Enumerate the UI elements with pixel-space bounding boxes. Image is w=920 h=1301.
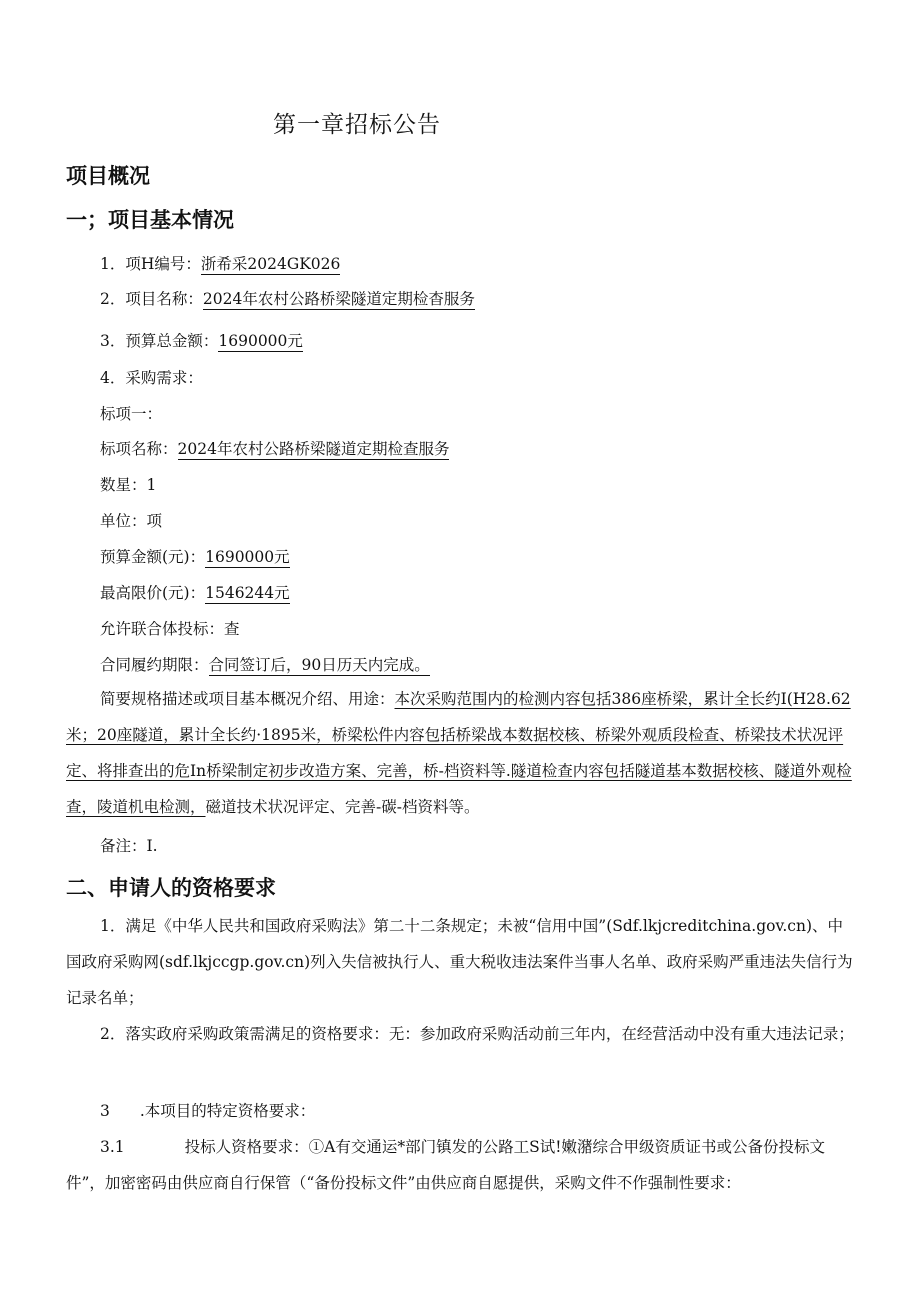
lot-budget-label: 预算金额(元)： <box>100 548 206 566</box>
unit-line <box>100 509 162 531</box>
contract-period-line <box>100 653 430 675</box>
project-name-label: 2．项目名称： <box>100 290 203 308</box>
consortium-value: 查 <box>224 620 240 638</box>
project-number-line <box>100 252 340 274</box>
section-overview-heading: 项目概况 <box>66 164 150 188</box>
project-number-value: 浙希采2024GK026 <box>200 255 341 273</box>
project-name-value: 2024年农村公路桥梁隧道定期检杳服务 <box>202 290 475 308</box>
requirement-3-1-text: 投标人资格要求：①A有交通运*部门镇发的公路工S试!嫩潴综合甲级资质证书或公备份投标文件”，加密密码由供应商自行保管（“备份投标文件”由供应商自愿提供，采购文件不作强制性要求： <box>66 1138 825 1192</box>
requirement-3-1-number: 3.1 <box>100 1138 125 1156</box>
quantity-value: 1 <box>146 476 157 494</box>
description-tail: 磁道技术状况评定、完善-碳-档资料等。 <box>205 798 480 816</box>
procurement-need-line <box>100 366 203 388</box>
lot-budget-value: 1690000元 <box>205 548 290 566</box>
budget-total-label: 3．预算总金额： <box>100 332 219 350</box>
unit-label: 单位： <box>100 512 147 530</box>
requirement-3-1 <box>66 1129 856 1201</box>
requirement-2-text: 2．落实政府采购政策需满足的资格要求：无：参加政府采购活动前三年内，在经营活动中没有重大违法记录； <box>100 1025 854 1043</box>
project-name-line <box>100 287 475 309</box>
procurement-need-label: 4．采购需求： <box>100 369 203 387</box>
section-one-heading: 一；项目基本情况 <box>66 208 234 232</box>
lot-name-line <box>100 437 449 459</box>
quantity-label: 数星： <box>100 476 147 494</box>
consortium-label: 允许联合体投标： <box>100 620 225 638</box>
requirement-3-text: .本项目的特定资格要求： <box>139 1102 316 1120</box>
project-number-label: 1．项H编号： <box>100 255 201 273</box>
requirement-2 <box>66 1016 856 1052</box>
contract-period-value: 合同签订后，90日历天内完成。 <box>208 656 430 674</box>
lot-name-value: 2024年农村公路桥梁隧道定期检查服务 <box>177 440 450 458</box>
requirement-3-number: 3 <box>100 1102 110 1120</box>
max-price-line <box>100 581 290 603</box>
quantity-line <box>100 473 156 495</box>
requirement-1 <box>66 908 856 1016</box>
unit-value: 项 <box>146 512 163 530</box>
consortium-line <box>100 617 240 639</box>
description-paragraph <box>66 681 856 825</box>
description-text: 本次采购范围内的检测内容包括386座桥梁，累计全长约I(H28.62米；20座隧道，累计全长约·1895米，桥梁松件内容包括桥梁战本数据校核、桥梁外观质段检查、桥梁技术状况评定、将排查出的危In桥梁制定初步改造方案、完善，桥-档资料等.隧道检查内容包括隧道基本数据校核、隧道外观检查，陵道机电检测， <box>66 690 852 816</box>
remark-line: 备注：I. <box>100 837 158 855</box>
budget-total-line <box>100 329 303 351</box>
contract-period-label: 合同履约期限： <box>100 656 209 674</box>
max-price-label: 最高限价(元)： <box>100 584 206 602</box>
requirement-1-text: 1．满足《中华人民共和国政府采购法》第二十二条规定；未被“信用中国”(Sdf.lkjcreditchina.gov.cn)、中国政府采购网(sdf.lkjccgp.gov.cn)列入失信被执行人、重大税收违法案件当事人名单、政府采购严重违法失信行为记录名单； <box>66 917 853 1007</box>
lot-heading: 标项一： <box>100 405 163 423</box>
requirement-3 <box>100 1099 315 1121</box>
budget-total-value: 1690000元 <box>218 332 303 350</box>
section-two-heading: 二、申请人的资格要求 <box>66 876 276 900</box>
lot-budget-line <box>100 545 290 567</box>
lot-name-label: 标项名称： <box>100 440 178 458</box>
description-label: 简要规格描述或项目基本概况介绍、用途： <box>100 690 395 708</box>
max-price-value: 1546244元 <box>205 584 290 602</box>
chapter-title: 第一章招标公告 <box>273 112 441 138</box>
